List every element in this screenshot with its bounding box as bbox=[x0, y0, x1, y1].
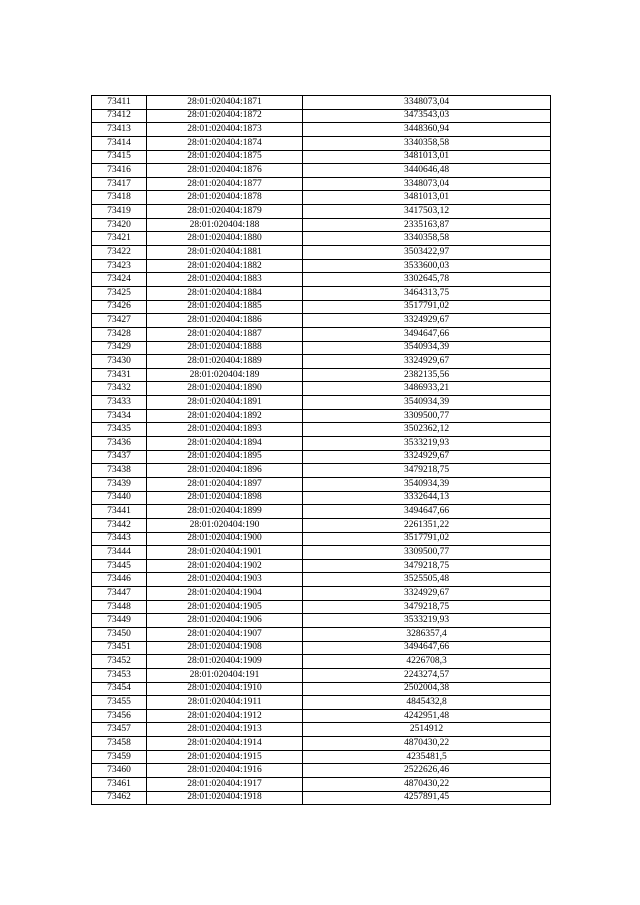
table-row bbox=[92, 300, 551, 314]
row-number-cell: 73423 bbox=[92, 259, 147, 273]
value-cell: 4870430,22 bbox=[303, 737, 551, 751]
value-cell: 3324929,67 bbox=[303, 450, 551, 464]
table-row bbox=[92, 614, 551, 628]
table-row bbox=[92, 396, 551, 410]
cadastral-number-cell: 28:01:020404:191 bbox=[147, 668, 303, 682]
data-table bbox=[91, 95, 551, 805]
row-number-cell: 73459 bbox=[92, 750, 147, 764]
table-row bbox=[92, 764, 551, 778]
table-row bbox=[92, 355, 551, 369]
row-number-cell: 73417 bbox=[92, 177, 147, 191]
row-number-cell: 73416 bbox=[92, 164, 147, 178]
row-number-cell: 73445 bbox=[92, 559, 147, 573]
value-cell: 2522626,46 bbox=[303, 764, 551, 778]
row-number-cell: 73453 bbox=[92, 668, 147, 682]
row-number-cell: 73427 bbox=[92, 314, 147, 328]
row-number-cell: 73413 bbox=[92, 123, 147, 137]
cadastral-number-cell: 28:01:020404:1894 bbox=[147, 437, 303, 451]
cadastral-number-cell: 28:01:020404:1891 bbox=[147, 396, 303, 410]
row-number-cell: 73429 bbox=[92, 341, 147, 355]
value-cell: 3525505,48 bbox=[303, 573, 551, 587]
table-row bbox=[92, 409, 551, 423]
table-row bbox=[92, 668, 551, 682]
table-row bbox=[92, 791, 551, 805]
value-cell: 4870430,22 bbox=[303, 778, 551, 792]
cadastral-number-cell: 28:01:020404:1885 bbox=[147, 300, 303, 314]
table-row bbox=[92, 205, 551, 219]
value-cell: 3494647,66 bbox=[303, 327, 551, 341]
table-row bbox=[92, 723, 551, 737]
value-cell: 3324929,67 bbox=[303, 314, 551, 328]
row-number-cell: 73434 bbox=[92, 409, 147, 423]
cadastral-number-cell: 28:01:020404:1904 bbox=[147, 587, 303, 601]
cadastral-number-cell: 28:01:020404:1915 bbox=[147, 750, 303, 764]
table-row bbox=[92, 682, 551, 696]
row-number-cell: 73452 bbox=[92, 655, 147, 669]
row-number-cell: 73432 bbox=[92, 382, 147, 396]
cadastral-number-cell: 28:01:020404:1918 bbox=[147, 791, 303, 805]
cadastral-number-cell: 28:01:020404:1893 bbox=[147, 423, 303, 437]
value-cell: 4226708,3 bbox=[303, 655, 551, 669]
table-row bbox=[92, 778, 551, 792]
cadastral-number-cell: 28:01:020404:1916 bbox=[147, 764, 303, 778]
table-row bbox=[92, 532, 551, 546]
value-cell: 3448360,94 bbox=[303, 123, 551, 137]
table-row bbox=[92, 286, 551, 300]
value-cell: 3302645,78 bbox=[303, 273, 551, 287]
table-row bbox=[92, 505, 551, 519]
table-row bbox=[92, 191, 551, 205]
table-row bbox=[92, 750, 551, 764]
cadastral-number-cell: 28:01:020404:190 bbox=[147, 518, 303, 532]
row-number-cell: 73435 bbox=[92, 423, 147, 437]
cadastral-number-cell: 28:01:020404:1875 bbox=[147, 150, 303, 164]
table-row bbox=[92, 559, 551, 573]
cadastral-number-cell: 28:01:020404:1876 bbox=[147, 164, 303, 178]
row-number-cell: 73426 bbox=[92, 300, 147, 314]
value-cell: 3340358,58 bbox=[303, 136, 551, 150]
value-cell: 3540934,39 bbox=[303, 477, 551, 491]
table-row bbox=[92, 737, 551, 751]
cadastral-number-cell: 28:01:020404:188 bbox=[147, 218, 303, 232]
value-cell: 3348073,04 bbox=[303, 96, 551, 110]
value-cell: 3417503,12 bbox=[303, 205, 551, 219]
table-row bbox=[92, 491, 551, 505]
row-number-cell: 73425 bbox=[92, 286, 147, 300]
value-cell: 3533600,03 bbox=[303, 259, 551, 273]
cadastral-number-cell: 28:01:020404:1888 bbox=[147, 341, 303, 355]
row-number-cell: 73444 bbox=[92, 546, 147, 560]
row-number-cell: 73419 bbox=[92, 205, 147, 219]
table-row bbox=[92, 246, 551, 260]
value-cell: 3540934,39 bbox=[303, 341, 551, 355]
value-cell: 3286357,4 bbox=[303, 627, 551, 641]
row-number-cell: 73441 bbox=[92, 505, 147, 519]
value-cell: 3479218,75 bbox=[303, 600, 551, 614]
cadastral-number-cell: 28:01:020404:1906 bbox=[147, 614, 303, 628]
table-row bbox=[92, 382, 551, 396]
table-row bbox=[92, 546, 551, 560]
table-row bbox=[92, 641, 551, 655]
row-number-cell: 73422 bbox=[92, 246, 147, 260]
value-cell: 2514912 bbox=[303, 723, 551, 737]
cadastral-number-cell: 28:01:020404:1874 bbox=[147, 136, 303, 150]
value-cell: 3517791,02 bbox=[303, 532, 551, 546]
row-number-cell: 73450 bbox=[92, 627, 147, 641]
cadastral-number-cell: 28:01:020404:1907 bbox=[147, 627, 303, 641]
cadastral-number-cell: 28:01:020404:1871 bbox=[147, 96, 303, 110]
cadastral-number-cell: 28:01:020404:1914 bbox=[147, 737, 303, 751]
value-cell: 3348073,04 bbox=[303, 177, 551, 191]
value-cell: 2382135,56 bbox=[303, 368, 551, 382]
table-row bbox=[92, 587, 551, 601]
row-number-cell: 73431 bbox=[92, 368, 147, 382]
table-row bbox=[92, 327, 551, 341]
cadastral-number-cell: 28:01:020404:1883 bbox=[147, 273, 303, 287]
table-row bbox=[92, 437, 551, 451]
row-number-cell: 73440 bbox=[92, 491, 147, 505]
row-number-cell: 73430 bbox=[92, 355, 147, 369]
value-cell: 3479218,75 bbox=[303, 559, 551, 573]
table-row bbox=[92, 573, 551, 587]
cadastral-number-cell: 28:01:020404:1897 bbox=[147, 477, 303, 491]
value-cell: 3494647,66 bbox=[303, 641, 551, 655]
cadastral-number-cell: 28:01:020404:1886 bbox=[147, 314, 303, 328]
value-cell: 3464313,75 bbox=[303, 286, 551, 300]
cadastral-number-cell: 28:01:020404:1905 bbox=[147, 600, 303, 614]
row-number-cell: 73442 bbox=[92, 518, 147, 532]
row-number-cell: 73428 bbox=[92, 327, 147, 341]
table-row bbox=[92, 423, 551, 437]
cadastral-number-cell: 28:01:020404:1912 bbox=[147, 709, 303, 723]
table-row bbox=[92, 696, 551, 710]
table-row bbox=[92, 109, 551, 123]
value-cell: 4242951,48 bbox=[303, 709, 551, 723]
cadastral-number-cell: 28:01:020404:1911 bbox=[147, 696, 303, 710]
table-row bbox=[92, 232, 551, 246]
row-number-cell: 73457 bbox=[92, 723, 147, 737]
table-body bbox=[92, 96, 551, 805]
row-number-cell: 73437 bbox=[92, 450, 147, 464]
table-row bbox=[92, 655, 551, 669]
row-number-cell: 73412 bbox=[92, 109, 147, 123]
value-cell: 2335163,87 bbox=[303, 218, 551, 232]
table-row bbox=[92, 259, 551, 273]
cadastral-number-cell: 28:01:020404:1884 bbox=[147, 286, 303, 300]
cadastral-number-cell: 28:01:020404:1881 bbox=[147, 246, 303, 260]
value-cell: 2261351,22 bbox=[303, 518, 551, 532]
row-number-cell: 73424 bbox=[92, 273, 147, 287]
value-cell: 3533219,93 bbox=[303, 437, 551, 451]
cadastral-number-cell: 28:01:020404:1910 bbox=[147, 682, 303, 696]
row-number-cell: 73456 bbox=[92, 709, 147, 723]
cadastral-number-cell: 28:01:020404:1909 bbox=[147, 655, 303, 669]
cadastral-number-cell: 28:01:020404:1903 bbox=[147, 573, 303, 587]
cadastral-number-cell: 28:01:020404:1889 bbox=[147, 355, 303, 369]
row-number-cell: 73436 bbox=[92, 437, 147, 451]
value-cell: 3324929,67 bbox=[303, 355, 551, 369]
value-cell: 4235481,5 bbox=[303, 750, 551, 764]
cadastral-number-cell: 28:01:020404:1887 bbox=[147, 327, 303, 341]
value-cell: 3481013,01 bbox=[303, 191, 551, 205]
value-cell: 3486933,21 bbox=[303, 382, 551, 396]
table-row bbox=[92, 518, 551, 532]
cadastral-number-cell: 28:01:020404:1872 bbox=[147, 109, 303, 123]
table-row bbox=[92, 341, 551, 355]
row-number-cell: 73433 bbox=[92, 396, 147, 410]
row-number-cell: 73455 bbox=[92, 696, 147, 710]
row-number-cell: 73454 bbox=[92, 682, 147, 696]
cadastral-number-cell: 28:01:020404:1873 bbox=[147, 123, 303, 137]
table-row bbox=[92, 368, 551, 382]
row-number-cell: 73438 bbox=[92, 464, 147, 478]
table-row bbox=[92, 164, 551, 178]
value-cell: 4257891,45 bbox=[303, 791, 551, 805]
cadastral-number-cell: 28:01:020404:1902 bbox=[147, 559, 303, 573]
row-number-cell: 73443 bbox=[92, 532, 147, 546]
value-cell: 3517791,02 bbox=[303, 300, 551, 314]
cadastral-number-cell: 28:01:020404:1890 bbox=[147, 382, 303, 396]
value-cell: 3440646,48 bbox=[303, 164, 551, 178]
row-number-cell: 73458 bbox=[92, 737, 147, 751]
cadastral-number-cell: 28:01:020404:1898 bbox=[147, 491, 303, 505]
table-row bbox=[92, 314, 551, 328]
row-number-cell: 73418 bbox=[92, 191, 147, 205]
table-row bbox=[92, 273, 551, 287]
value-cell: 3473543,03 bbox=[303, 109, 551, 123]
row-number-cell: 73446 bbox=[92, 573, 147, 587]
row-number-cell: 73411 bbox=[92, 96, 147, 110]
value-cell: 2243274,57 bbox=[303, 668, 551, 682]
value-cell: 3481013,01 bbox=[303, 150, 551, 164]
row-number-cell: 73461 bbox=[92, 778, 147, 792]
value-cell: 3479218,75 bbox=[303, 464, 551, 478]
cadastral-number-cell: 28:01:020404:1877 bbox=[147, 177, 303, 191]
table-row bbox=[92, 450, 551, 464]
table-row bbox=[92, 464, 551, 478]
value-cell: 4845432,8 bbox=[303, 696, 551, 710]
table-row bbox=[92, 177, 551, 191]
cadastral-number-cell: 28:01:020404:1878 bbox=[147, 191, 303, 205]
table-row bbox=[92, 218, 551, 232]
row-number-cell: 73462 bbox=[92, 791, 147, 805]
value-cell: 3332644,13 bbox=[303, 491, 551, 505]
value-cell: 3340358,58 bbox=[303, 232, 551, 246]
cadastral-number-cell: 28:01:020404:1900 bbox=[147, 532, 303, 546]
table-row bbox=[92, 136, 551, 150]
cadastral-number-cell: 28:01:020404:1901 bbox=[147, 546, 303, 560]
value-cell: 3540934,39 bbox=[303, 396, 551, 410]
row-number-cell: 73415 bbox=[92, 150, 147, 164]
value-cell: 2502004,38 bbox=[303, 682, 551, 696]
row-number-cell: 73451 bbox=[92, 641, 147, 655]
cadastral-number-cell: 28:01:020404:1892 bbox=[147, 409, 303, 423]
cadastral-number-cell: 28:01:020404:1899 bbox=[147, 505, 303, 519]
table-row bbox=[92, 600, 551, 614]
cadastral-number-cell: 28:01:020404:1896 bbox=[147, 464, 303, 478]
table-row bbox=[92, 477, 551, 491]
table-row bbox=[92, 123, 551, 137]
cadastral-number-cell: 28:01:020404:1908 bbox=[147, 641, 303, 655]
row-number-cell: 73448 bbox=[92, 600, 147, 614]
row-number-cell: 73460 bbox=[92, 764, 147, 778]
value-cell: 3494647,66 bbox=[303, 505, 551, 519]
value-cell: 3503422,97 bbox=[303, 246, 551, 260]
cadastral-number-cell: 28:01:020404:1913 bbox=[147, 723, 303, 737]
table-row bbox=[92, 709, 551, 723]
value-cell: 3309500,77 bbox=[303, 546, 551, 560]
cadastral-number-cell: 28:01:020404:1880 bbox=[147, 232, 303, 246]
value-cell: 3533219,93 bbox=[303, 614, 551, 628]
cadastral-number-cell: 28:01:020404:1917 bbox=[147, 778, 303, 792]
row-number-cell: 73449 bbox=[92, 614, 147, 628]
table-row bbox=[92, 150, 551, 164]
row-number-cell: 73420 bbox=[92, 218, 147, 232]
row-number-cell: 73414 bbox=[92, 136, 147, 150]
cadastral-number-cell: 28:01:020404:1879 bbox=[147, 205, 303, 219]
table-row bbox=[92, 96, 551, 110]
cadastral-number-cell: 28:01:020404:1895 bbox=[147, 450, 303, 464]
row-number-cell: 73439 bbox=[92, 477, 147, 491]
row-number-cell: 73447 bbox=[92, 587, 147, 601]
row-number-cell: 73421 bbox=[92, 232, 147, 246]
value-cell: 3324929,67 bbox=[303, 587, 551, 601]
table-row bbox=[92, 627, 551, 641]
cadastral-number-cell: 28:01:020404:189 bbox=[147, 368, 303, 382]
value-cell: 3309500,77 bbox=[303, 409, 551, 423]
cadastral-number-cell: 28:01:020404:1882 bbox=[147, 259, 303, 273]
value-cell: 3502362,12 bbox=[303, 423, 551, 437]
